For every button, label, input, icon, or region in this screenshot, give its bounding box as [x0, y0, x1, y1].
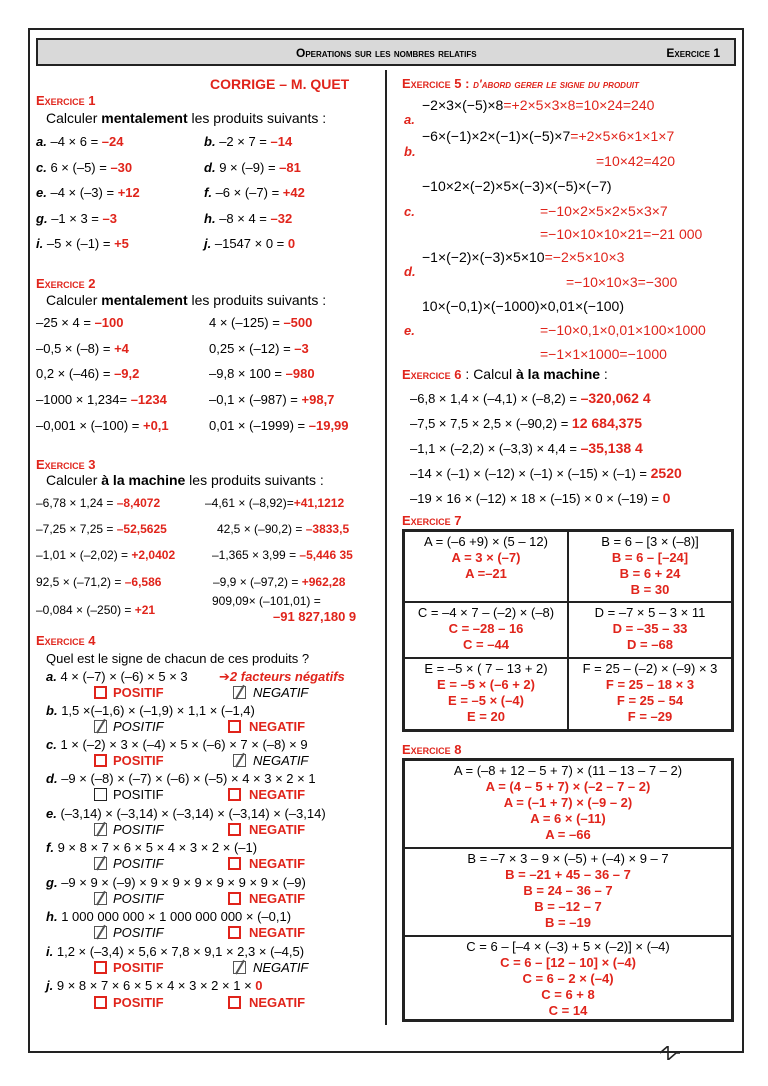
- item-expr: (–3,14) × (–3,14) × (–3,14) × (–3,14) × (–3,14): [60, 806, 326, 821]
- positif-checkbox[interactable]: [94, 857, 107, 870]
- negatif-checkbox[interactable]: [228, 996, 241, 1009]
- ex5-b-expr: −6×(−1)×2×(−1)×(−5)×7: [422, 128, 571, 144]
- ex5-e-answer-2: =−1×1×1000=−1000: [540, 346, 667, 362]
- negatif-checkbox[interactable]: [233, 754, 246, 767]
- positif-label: POSITIF: [113, 856, 164, 871]
- cell-step: F = –29: [627, 709, 673, 724]
- ex7-cell-b: [568, 531, 732, 602]
- item-expr: –9 × 9 × (–9) × 9 × 9 × 9 × 9 × 9 × 9 × (–9): [61, 875, 306, 890]
- ex4-item: [46, 771, 316, 786]
- ex2-item: [36, 366, 139, 381]
- item-answer: –1234: [130, 392, 167, 407]
- cell-step: B = 24 – 36 – 7: [523, 883, 613, 898]
- ex4-item: [46, 875, 306, 890]
- item-answer: –3833,5: [305, 522, 350, 536]
- positif-checkbox[interactable]: [94, 926, 107, 939]
- negatif-label: NEGATIF: [253, 960, 309, 975]
- item-answer: –30: [110, 160, 133, 175]
- item-expr: –4 × 6 =: [50, 134, 102, 149]
- positif-checkbox[interactable]: [94, 720, 107, 733]
- item-expr: –0,084 × (–250) =: [36, 603, 135, 617]
- item-answer: –3: [294, 341, 309, 356]
- item-answer: –8,4072: [116, 496, 161, 510]
- item-label: j.: [204, 236, 212, 251]
- ex5-e-answer: =−10×0,1×0,01×100×1000: [540, 322, 706, 338]
- item-expr: –4,61 × (–8,92)=: [205, 496, 294, 510]
- item-expr: 1,2 × (–3,4) × 5,6 × 7,8 × 9,1 × 2,3 × (–4,5): [56, 944, 305, 959]
- cell-step: B = –19: [545, 915, 591, 930]
- ex3-title: Exercice 3: [36, 457, 96, 472]
- item-label: c.: [36, 160, 47, 175]
- negatif-checkbox[interactable]: [228, 720, 241, 733]
- item-expr: –25 × 4 =: [36, 315, 95, 330]
- item-answer: –81: [279, 160, 301, 175]
- ex3-item: [217, 522, 349, 536]
- item-expr: 1,5 ×(–1,6) × (–1,9) × 1,1 × (–1,4): [61, 703, 255, 718]
- ex1-instr-post: les produits suivants :: [187, 110, 327, 126]
- ex3-item: [212, 548, 353, 562]
- item-expr: –1 × 3 =: [51, 211, 103, 226]
- item-expr: –8 × 4 =: [219, 211, 271, 226]
- ex1-item: [36, 211, 117, 226]
- ex2-instr-bold: mentalement: [101, 292, 188, 308]
- item-expr: –0,001 × (–100) =: [36, 418, 143, 433]
- item-answer: +962,28: [301, 575, 346, 589]
- item-label: d.: [46, 771, 58, 786]
- item-answer: 0: [662, 490, 671, 506]
- item-answer: 0: [287, 236, 296, 251]
- cell-step: B = 6 – [–24]: [611, 550, 689, 565]
- item-answer: +2,0402: [131, 548, 176, 562]
- ex2-item: [36, 392, 167, 407]
- cell-step: A = (4 – 5 + 7) × (–2 – 7 – 2): [485, 779, 651, 794]
- negatif-checkbox[interactable]: [233, 686, 246, 699]
- item-label: c.: [46, 737, 57, 752]
- cell-step: B = 30: [630, 582, 670, 597]
- ex3-instr-post: les produits suivants :: [185, 472, 324, 488]
- cell-step: C = 6 + 8: [541, 987, 595, 1002]
- item-answer: –980: [285, 366, 315, 381]
- ex6-item: [410, 440, 643, 456]
- ex5-e-label: e.: [404, 323, 415, 338]
- item-expr: –4 × (–3) =: [50, 185, 118, 200]
- item-expr: 0,25 × (–12) =: [209, 341, 295, 356]
- column-divider: [385, 70, 387, 1025]
- item-label: e.: [36, 185, 47, 200]
- negatif-label: NEGATIF: [249, 891, 306, 906]
- ex3-instr-bold: à la machine: [101, 472, 186, 488]
- item-expr: –9,9 × (–97,2) =: [213, 575, 302, 589]
- page-header: [36, 38, 736, 66]
- item-answer: 2520: [650, 465, 682, 481]
- ex6-item: [410, 390, 651, 406]
- item-answer: 0: [255, 978, 263, 993]
- item-label: g.: [36, 211, 48, 226]
- negatif-label: NEGATIF: [253, 753, 309, 768]
- ex4-hint: ➔2 facteurs négatifs: [219, 669, 345, 684]
- item-label: i.: [46, 944, 54, 959]
- cell-question: C = –4 × 7 – (–2) × (–8): [417, 605, 555, 620]
- ex8-title: Exercice 8: [402, 742, 462, 757]
- item-expr: –0,1 × (–987) =: [209, 392, 302, 407]
- item-expr: 1 × (–2) × 3 × (–4) × 5 × (–6) × 7 × (–8) × 9: [60, 737, 308, 752]
- ex3-item: [36, 575, 161, 589]
- ex5-c-label: c.: [404, 204, 415, 219]
- positif-label: POSITIF: [113, 787, 164, 802]
- cell-step: B = 6 + 24: [619, 566, 681, 581]
- item-label: b.: [46, 703, 58, 718]
- item-expr: –2 × 7 =: [219, 134, 271, 149]
- item-answer: +12: [117, 185, 140, 200]
- positif-checkbox[interactable]: [94, 754, 107, 767]
- ex6-instr-bold: à la machine: [516, 366, 601, 382]
- ex1-instr-pre: Calculer: [46, 110, 102, 126]
- ex5-subtitle: d'abord gerer le signe du produit: [473, 77, 639, 91]
- item-expr: –5 × (–1) =: [46, 236, 115, 251]
- item-expr: –7,5 × 7,5 × 2,5 × (–90,2) =: [410, 416, 572, 431]
- item-expr: –1,365 × 3,99 =: [212, 548, 300, 562]
- item-answer: +4: [114, 341, 129, 356]
- item-expr: –0,5 × (–8) =: [36, 341, 115, 356]
- ex3-item: [36, 496, 160, 510]
- positif-checkbox[interactable]: [94, 686, 107, 699]
- ex5-d-label: d.: [404, 264, 416, 279]
- ex5-c-answer: =−10×2×5×2×5×3×7: [540, 203, 668, 219]
- cell-question: B = 6 – [3 × (–8)]: [601, 534, 699, 549]
- item-expr: –1,1 × (–2,2) × (–3,3) × 4,4 =: [410, 441, 581, 456]
- ex7-cell-a: [404, 531, 568, 602]
- ex4-question: Quel est le signe de chacun de ces produits ?: [46, 651, 310, 666]
- positif-checkbox[interactable]: [94, 892, 107, 905]
- cell-step: A = 3 × (–7): [451, 550, 521, 565]
- ex5-title: Exercice 5 :: [402, 76, 470, 91]
- item-answer: +0,1: [142, 418, 169, 433]
- cell-question: B = –7 × 3 – 9 × (–5) + (–4) × 9 – 7: [467, 851, 669, 866]
- item-answer: –9,2: [114, 366, 140, 381]
- item-answer: –500: [283, 315, 313, 330]
- ex7-cell-c: [404, 602, 568, 658]
- negatif-checkbox[interactable]: [228, 892, 241, 905]
- negatif-label: NEGATIF: [249, 719, 306, 734]
- ex5-heading: [402, 76, 639, 91]
- ex5-d-expr: −1×(−2)×(−3)×5×10: [422, 249, 545, 265]
- item-answer: +98,7: [301, 392, 335, 407]
- ex7-title: Exercice 7: [402, 513, 462, 528]
- ex2-item: [209, 341, 309, 356]
- item-expr: –1547 × 0 =: [214, 236, 288, 251]
- ex2-item: [36, 341, 129, 356]
- ex4-item: [46, 840, 257, 855]
- ex5-e-expr: 10×(−0,1)×(−1000)×0,01×(−100): [422, 298, 624, 314]
- item-answer: –14: [270, 134, 293, 149]
- ex3-item-expr: 909,09× (–101,01) =: [212, 594, 321, 608]
- ex5-c-expr: −10×2×(−2)×5×(−3)×(−5)×(−7): [422, 178, 612, 194]
- cell-step: C = –28 – 16: [448, 621, 524, 636]
- item-answer: –3: [102, 211, 117, 226]
- ex1-title: Exercice 1: [36, 93, 96, 108]
- positif-label: POSITIF: [113, 719, 164, 734]
- item-expr: 4 × (–7) × (–6) × 5 × 3: [60, 669, 188, 684]
- item-answer: –6,586: [124, 575, 162, 589]
- ex4-item: [46, 944, 304, 959]
- ex2-instr-post: les produits suivants :: [187, 292, 327, 308]
- ex5-d: [422, 249, 624, 265]
- positif-checkbox[interactable]: [94, 961, 107, 974]
- item-label: d.: [204, 160, 216, 175]
- item-expr: 6 × (–5) =: [50, 160, 111, 175]
- item-expr: –6,8 × 1,4 × (–4,1) × (–8,2) =: [410, 391, 581, 406]
- negatif-checkbox[interactable]: [233, 961, 246, 974]
- item-label: b.: [204, 134, 216, 149]
- item-answer: 12 684,375: [571, 415, 642, 431]
- item-label: a.: [46, 669, 57, 684]
- item-label: e.: [46, 806, 57, 821]
- cell-step: B = –12 – 7: [534, 899, 602, 914]
- cell-step: C = 14: [548, 1003, 588, 1018]
- ex5-c-answer-2: =−10×10×10×21=−21 000: [540, 226, 703, 242]
- ex8-cell-b: [404, 848, 732, 936]
- item-label: a.: [36, 134, 47, 149]
- item-expr: 0,2 × (–46) =: [36, 366, 115, 381]
- item-expr: –19 × 16 × (–12) × 18 × (–15) × 0 × (–19) =: [410, 491, 663, 506]
- ex3-item: [213, 575, 345, 589]
- ex3-instr-pre: Calculer: [46, 472, 102, 488]
- ex2-item: [36, 418, 169, 433]
- ex2-item: [209, 366, 315, 381]
- ex4-item: [46, 703, 255, 718]
- ex1-item: [36, 236, 129, 251]
- ex1-item: [36, 185, 140, 200]
- ex6-item: [410, 415, 642, 431]
- item-label: j.: [46, 978, 54, 993]
- ex7-cell-f: [568, 658, 732, 730]
- cell-step: E = 20: [467, 709, 505, 724]
- item-expr: 9 × 8 × 7 × 6 × 5 × 4 × 3 × 2 × (–1): [57, 840, 258, 855]
- cell-step: D = –35 – 33: [612, 621, 688, 636]
- ex2-item: [209, 392, 334, 407]
- ex1-item: [204, 185, 305, 200]
- ex7-cell-e: [404, 658, 568, 730]
- ex7-cell-d: [568, 602, 732, 658]
- item-answer: +41,1212: [293, 496, 345, 510]
- ex1-item: [36, 160, 132, 175]
- item-expr: –1,01 × (–2,02) =: [36, 548, 132, 562]
- ex1-item: [204, 236, 295, 251]
- ex7-table: [402, 529, 734, 732]
- cell-step: E = –5 × (–4): [448, 693, 524, 708]
- ex1-instruction: [46, 110, 326, 126]
- ex4-title: Exercice 4: [36, 633, 96, 648]
- item-expr: 9 × 8 × 7 × 6 × 5 × 4 × 3 × 2 × 1 ×: [56, 978, 256, 993]
- ex3-item: [36, 522, 167, 536]
- ex1-item: [204, 134, 292, 149]
- ex3-item: [36, 548, 175, 562]
- cell-question: F = 25 – (–2) × (–9) × 3: [582, 661, 718, 676]
- cell-step: F = 25 – 18 × 3: [605, 677, 695, 692]
- item-expr: –6,78 × 1,24 =: [36, 496, 117, 510]
- positif-checkbox[interactable]: [94, 823, 107, 836]
- negatif-checkbox[interactable]: [228, 823, 241, 836]
- positif-label: POSITIF: [113, 995, 164, 1010]
- cell-question: A = (–8 + 12 – 5 + 7) × (11 – 13 – 7 – 2): [453, 763, 683, 778]
- ex2-instr-pre: Calculer: [46, 292, 102, 308]
- ex4-item: [46, 978, 263, 993]
- item-expr: –14 × (–1) × (–12) × (–1) × (–15) × (–1) =: [410, 466, 651, 481]
- item-answer: –24: [101, 134, 124, 149]
- item-answer: –32: [270, 211, 293, 226]
- ex1-item: [204, 160, 301, 175]
- ex8-cell-a: [404, 760, 732, 848]
- ex3-item: [205, 496, 344, 510]
- positif-checkbox[interactable]: [94, 788, 107, 801]
- corrige-title: CORRIGE – M. QUET: [210, 76, 350, 92]
- positif-checkbox[interactable]: [94, 996, 107, 1009]
- positif-label: POSITIF: [113, 753, 164, 768]
- ex3-item-answer: –91 827,180 9: [273, 609, 357, 624]
- cell-step: B = –21 + 45 – 36 – 7: [505, 867, 631, 882]
- ex5-a-label: a.: [404, 112, 415, 127]
- negatif-label: NEGATIF: [249, 787, 306, 802]
- item-expr: 9 × (–9) =: [219, 160, 280, 175]
- ex4-item: [46, 909, 291, 924]
- ex1-item: [204, 211, 292, 226]
- header-title: Operations sur les nombres relatifs: [296, 46, 477, 60]
- ex8-table: [402, 758, 734, 1022]
- negatif-checkbox[interactable]: [228, 857, 241, 870]
- item-expr: 42,5 × (–90,2) =: [217, 522, 306, 536]
- header-exercise: Exercice 1: [666, 46, 720, 60]
- item-expr: 92,5 × (–71,2) =: [36, 575, 125, 589]
- item-expr: –6 × (–7) =: [215, 185, 283, 200]
- ex6-instr-pre: : Calcul: [461, 366, 516, 382]
- cell-step: C = 6 – 2 × (–4): [522, 971, 614, 986]
- cell-step: A = (–1 + 7) × (–9 – 2): [503, 795, 633, 810]
- cell-step: F = 25 – 54: [616, 693, 684, 708]
- negatif-checkbox[interactable]: [228, 926, 241, 939]
- ex6-title: Exercice 6: [402, 367, 462, 382]
- negatif-label: NEGATIF: [249, 925, 306, 940]
- cell-step: E = –5 × (–6 + 2): [437, 677, 535, 692]
- ex2-item: [209, 418, 349, 433]
- ex5-b: [422, 128, 674, 144]
- ex5-a: [422, 97, 654, 113]
- cell-question: D = –7 × 5 – 3 × 11: [594, 605, 706, 620]
- ex1-item: [36, 134, 124, 149]
- item-answer: –52,5625: [116, 522, 167, 536]
- item-answer: +5: [114, 236, 129, 251]
- cell-step: C = –44: [463, 637, 509, 652]
- ex3-instruction: [46, 472, 324, 488]
- ex5-a-answer: =+2×5×3×8=10×24=240: [503, 97, 655, 113]
- ex2-item: [36, 315, 123, 330]
- positif-label: POSITIF: [113, 891, 164, 906]
- ex6-heading: [402, 366, 608, 382]
- item-label: h.: [204, 211, 216, 226]
- negatif-label: NEGATIF: [249, 856, 306, 871]
- negatif-checkbox[interactable]: [228, 788, 241, 801]
- item-answer: –35,138 4: [580, 440, 643, 456]
- ex4-item: [46, 806, 326, 821]
- item-expr: 4 × (–125) =: [209, 315, 284, 330]
- ex8-cell-c: [404, 936, 732, 1020]
- ex5-d-answer-2: =−10×10×3=−300: [566, 274, 678, 290]
- item-label: i.: [36, 236, 44, 251]
- negatif-label: NEGATIF: [249, 995, 306, 1010]
- ex4-item: [46, 737, 308, 752]
- item-label: f.: [46, 840, 54, 855]
- item-expr: 1 000 000 000 × 1 000 000 000 × (–0,1): [61, 909, 292, 924]
- negatif-label: NEGATIF: [249, 822, 306, 837]
- positif-label: POSITIF: [113, 685, 164, 700]
- item-expr: –9 × (–8) × (–7) × (–6) × (–5) × 4 × 3 × 2 × 1: [61, 771, 316, 786]
- ex1-instr-bold: mentalement: [101, 110, 188, 126]
- item-answer: +21: [134, 603, 156, 617]
- negatif-label: NEGATIF: [253, 685, 309, 700]
- ex2-instruction: [46, 292, 326, 308]
- item-answer: –5,446 35: [299, 548, 353, 562]
- cell-step: C = 6 – [12 – 10] × (–4): [500, 955, 636, 970]
- positif-label: POSITIF: [113, 822, 164, 837]
- ex6-instr-post: :: [600, 366, 608, 382]
- cell-step: A =–21: [465, 566, 507, 581]
- item-answer: –100: [94, 315, 124, 330]
- page-corner-notch: [660, 1046, 680, 1060]
- ex6-item: [410, 465, 682, 481]
- ex5-a-expr: −2×3×(−5)×8: [422, 97, 504, 113]
- item-answer: +42: [282, 185, 305, 200]
- item-expr: –1000 × 1,234=: [36, 392, 131, 407]
- ex4-item: [46, 669, 188, 684]
- ex5-b-answer: =+2×5×6×1×1×7: [570, 128, 675, 144]
- ex2-title: Exercice 2: [36, 276, 96, 291]
- ex5-b-label: b.: [404, 144, 416, 159]
- cell-step: A = –66: [545, 827, 591, 842]
- item-expr: –7,25 × 7,25 =: [36, 522, 117, 536]
- cell-step: A = 6 × (–11): [530, 811, 606, 826]
- cell-question: E = –5 × ( 7 – 13 + 2): [424, 661, 548, 676]
- cell-question: A = (–6 +9) × (5 – 12): [424, 534, 548, 549]
- item-answer: –320,062 4: [580, 390, 651, 406]
- cell-question: C = 6 – [–4 × (–3) + 5 × (–2)] × (–4): [466, 939, 670, 954]
- item-expr: –9,8 × 100 =: [209, 366, 286, 381]
- ex6-item: [410, 490, 670, 506]
- cell-step: D = –68: [627, 637, 673, 652]
- ex5-d-answer: =−2×5×10×3: [544, 249, 625, 265]
- item-label: g.: [46, 875, 58, 890]
- item-label: f.: [204, 185, 212, 200]
- positif-label: POSITIF: [113, 960, 164, 975]
- positif-label: POSITIF: [113, 925, 164, 940]
- item-label: h.: [46, 909, 58, 924]
- ex2-item: [209, 315, 312, 330]
- item-answer: –19,99: [308, 418, 349, 433]
- item-expr: 0,01 × (–1999) =: [209, 418, 309, 433]
- ex3-item: [36, 603, 155, 617]
- ex5-b-answer-2: =10×42=420: [596, 153, 676, 169]
